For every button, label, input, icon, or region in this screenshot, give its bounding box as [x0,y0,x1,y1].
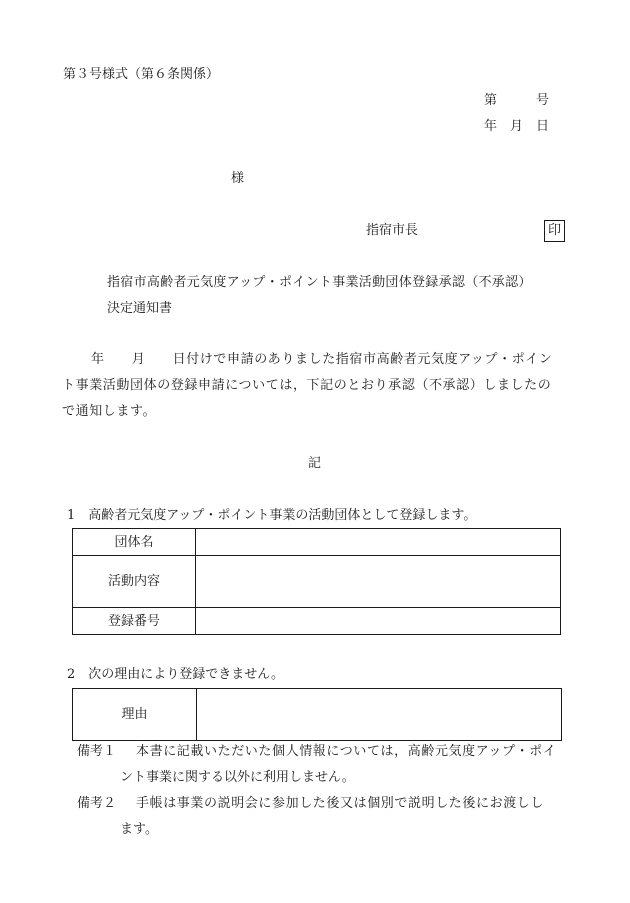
section1-heading: 1 高齢者元気度アップ・ポイント事業の活動団体として登録します。 [67,508,477,523]
table-row [73,689,562,741]
note-heading: 記 [308,456,322,471]
body-line2: ト事業活動団体の登録申請については，下記のとおり承認（不承認）しましたの [62,378,552,393]
reason-value[interactable] [197,689,562,741]
remark2-label: 備考２ [77,796,117,811]
remark1-line2: ント事業に関する以外に利用しません。 [120,770,355,785]
table-row [73,529,561,556]
form-number: 第３号様式（第６条関係） [63,67,220,82]
document-number: 第 号 [484,93,550,108]
document-title-line2: 決定通知書 [107,301,173,316]
addressee-honorific: 様 [231,171,245,186]
remark1-label: 備考１ [77,744,117,759]
reason-table [72,688,562,741]
body-line1: 年 月 日付けで申請のありました指宿市高齢者元気度アップ・ポイン [91,352,553,367]
group-name-value[interactable] [196,529,561,556]
section2-heading: 2 次の理由により登録できません。 [67,667,285,682]
registration-table [72,528,561,635]
activity-content-label: 活動内容 [73,556,196,608]
remark2-line1: 手帳は事業の説明会に参加した後又は個別で説明した後にお渡しし [136,796,545,811]
document-title-line1: 指宿市高齢者元気度アップ・ポイント事業活動団体登録承認（不承認） [107,275,532,290]
body-line3: で通知します。 [62,404,157,419]
seal-mark: 印 [544,220,565,242]
group-name-label: 団体名 [73,529,196,556]
table-row [73,556,561,608]
reason-label: 理由 [73,689,197,741]
remark2-line2: ます。 [120,822,158,837]
activity-content-value[interactable] [196,556,561,608]
table-row [73,608,561,635]
registration-number-value[interactable] [196,608,561,635]
issuer-name: 指宿市長 [366,223,419,238]
issue-date: 年 月 日 [484,119,550,134]
remark1-line1: 本書に記載いただいた個人情報については，高齢元気度アップ・ポイ [136,744,557,759]
registration-number-label: 登録番号 [73,608,196,635]
